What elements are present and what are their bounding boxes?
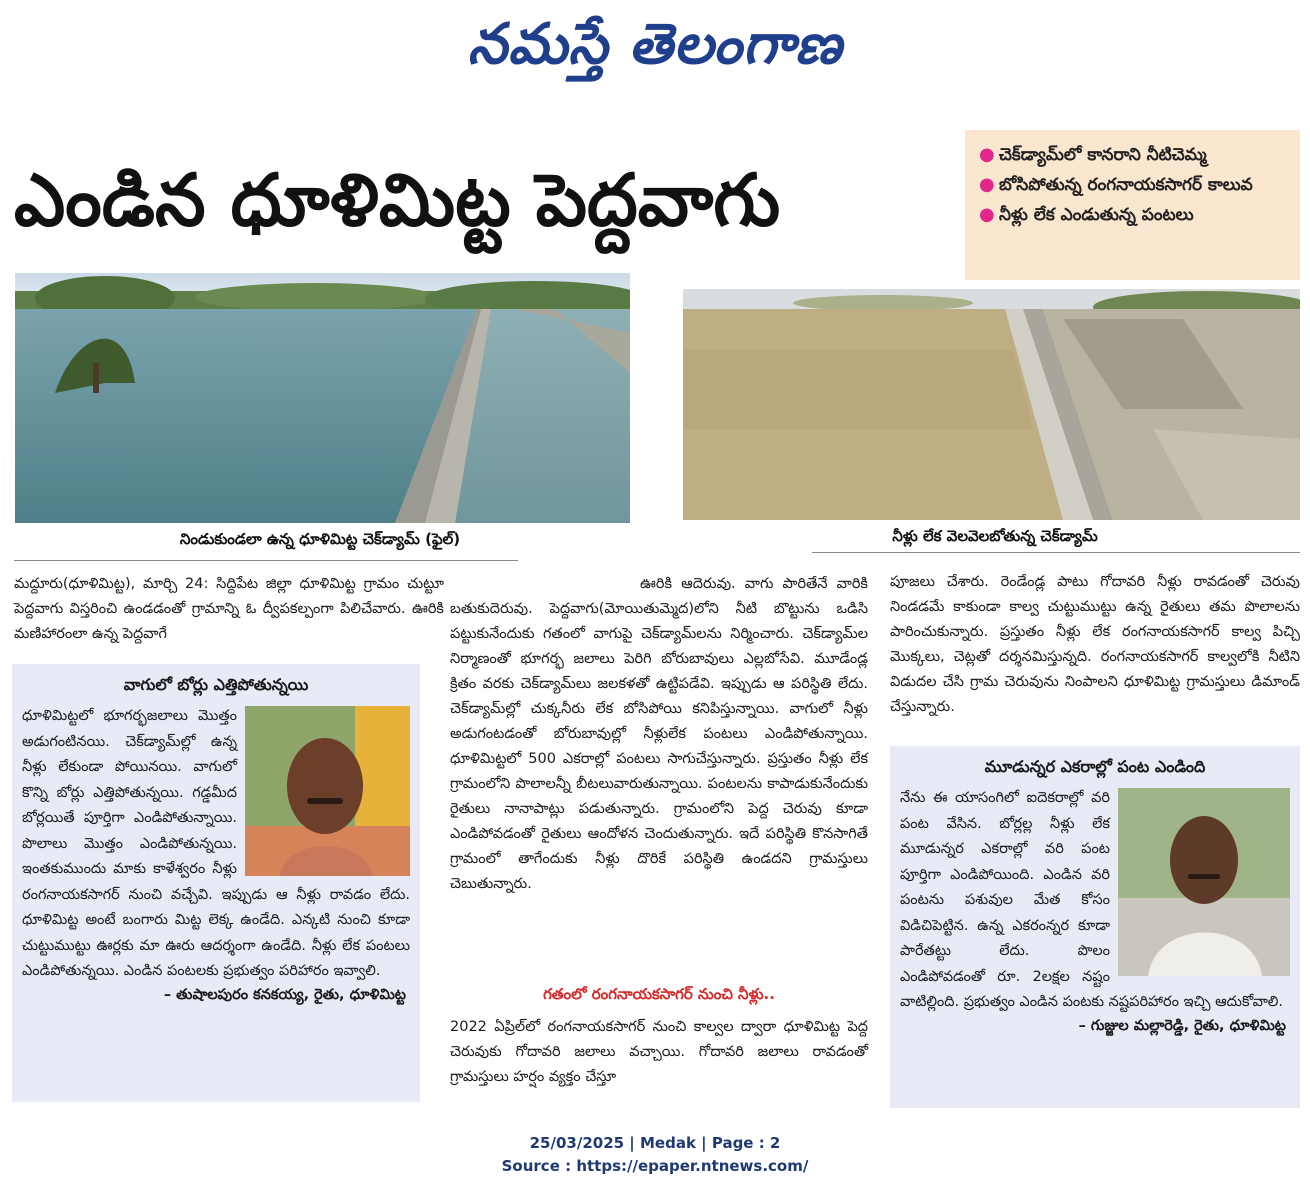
footer-date-edition: 25/03/2025 | Medak | Page : 2 bbox=[529, 1134, 781, 1152]
article-subhead: గతంలో రంగనాయకసాగర్ నుంచి నీళ్లు.. bbox=[543, 985, 775, 1003]
quote-box-right-signature: – గుజ్జుల మల్లారెడ్డి, రైతు, ధూళిమిట్ట bbox=[1078, 1017, 1286, 1034]
quote-box-left-title: వాగులో బోర్లు ఎత్తిపోతున్నయి bbox=[123, 675, 309, 694]
article-col1-intro: మద్దూరు(ధూళిమిట్ట), మార్చి 24: సిద్దిపేట జిల్లా ధూళిమిట్ట గ్రామం చుట్టూ పెద్దవాగు విస్తరించి ఉండడంతో గ్రామాన్ని ఓ ద్వీపకల్పంగా పిలిచేవారు. ఊరికి మణిహారంలా ఉన్న పెద్దవాగే bbox=[14, 576, 444, 642]
quote-box-left-body: ధూళిమిట్టలో భూగర్భజలాలు మొత్తం అడుగంటినయి. చెక్‌డ్యామ్‌ల్లో ఉన్న నీళ్లు లేకుండా పోయినయి. వాగులో కొన్ని బోర్లు ఎత్తిపోతున్నయి. గడ్డమీద బోర్లయితే పూర్తిగా ఎండిపోతున్నాయి. పొలాలు మొత్తం ఎండిపోతున్నయి. ఇంతకుముందు మాకు కాళేశ్వరం నీళ్లు రంగనాయకసాగర్ నుంచి వచ్చేవి. ఇప్పుడు ఆ నీళ్లు రావడం లేదు. ధూళిమిట్ట అంటే బంగారు మిట్ట లెక్క ఉండేది. ఎన్కటి నుంచి కూడా చుట్టుముట్టు ఊర్లకు మా ఊరు ఆదర్శంగా ఉండేది. నీళ్లు లేక పంటలు ఎండిపోతున్నయి. ఎండిన పంటలకు ప్రభుత్వం పరిహారం ఇవ్వాలి. bbox=[22, 708, 410, 979]
highlight-item: ● నీళ్లు లేక ఎండుతున్న పంటలు bbox=[979, 200, 1286, 230]
masthead-logo: నమస్తే తెలంగాణ bbox=[467, 11, 843, 77]
footer-source-link[interactable]: Source : https://epaper.ntnews.com/ bbox=[501, 1157, 809, 1175]
farmer-portrait-right bbox=[1118, 788, 1290, 976]
highlight-item: ● చెక్‌డ్యామ్‌లో కానరాని నీటిచెమ్మ bbox=[979, 140, 1286, 170]
highlights-box bbox=[965, 130, 1300, 280]
headline: ఎండిన ధూళిమిట్ట పెద్దవాగు bbox=[14, 158, 781, 242]
highlight-item: ● బోసిపోతున్న రంగనాయకసాగర్ కాలువ bbox=[979, 170, 1286, 200]
divider bbox=[14, 560, 518, 561]
article-col2-after: 2022 ఏప్రిల్‌లో రంగనాయకసాగర్ నుంచి కాల్వల ద్వారా ధూళిమిట్ట పెద్ద చెరువుకు గోదావరి జలాలు వచ్చాయి. గోదావరి జలాలు రావడంతో గ్రామస్తులు హర్షం వ్యక్తం చేస్తూ bbox=[450, 1019, 868, 1085]
photo-caption-right: నీళ్లు లేక వెలవెలబోతున్న చెక్‌డ్యామ్ bbox=[892, 527, 1098, 545]
bullet-icon: ● bbox=[979, 204, 995, 225]
article-col2: ఊరికి ఆదెరువు. వాగు పారితేనే వారికి బతుకుదెరువు. పెద్దవాగు(మోయితుమ్మెద)లోని నీటి బొట్టును ఒడిసి పట్టుకునేందుకు గతంలో వాగుపై చెక్‌డ్యామ్‌లను నిర్మించారు. చెక్‌డ్యామ్‌ల నిర్మాణంతో భూగర్భ జలాలు పెరిగి బోరుబావులు ఎల్లబోసేవి. మూడేండ్ల క్రితం వరకు చెక్‌డ్యామ్‌లు జలకళతో ఉట్టిపడేవి. ఇప్పుడు ఆ పరిస్థితి లేదు. చెక్‌డ్యామ్‌ల్లో చుక్కనీరు లేక బోసిపోయి కనిపిస్తున్నాయి. వాగులో నీళ్లు అడుగంటడంతో బోరుబావుల్లో నీళ్లులేక పంటలు ఎండిపోతున్నాయి. ధూళిమిట్టలో 500 ఎకరాల్లో పంటలు సాగుచేస్తున్నారు. ప్రస్తుతం నీళ్లు లేక గ్రామంలోని పొలాలన్నీ బీటలువారుతున్నాయి. పంటలను కాపాడుకునేందుకు రైతులు నానాపాట్లు పడుతున్నారు. గ్రామంలోని పెద్ద చెరువు కూడా ఎండిపోవడంతో రైతులు ఆందోళన చెందుతున్నారు. ఇదే పరిస్థితి కొనసాగితే గ్రామంలో తాగేందుకు నీళ్లు దొరికే పరిస్థితి ఉండదని గ్రామస్తులు చెబుతున్నారు. bbox=[450, 576, 868, 892]
quote-box-right-title: మూడున్నర ఎకరాల్లో పంట ఎండింది bbox=[984, 757, 1206, 776]
article-col3: పూజలు చేశారు. రెండేండ్ల పాటు గోదావరి నీళ్లు రావడంతో చెరువు నిండడమే కాకుండా కాల్వ చుట్టుముట్టు ఉన్న రైతులు తమ పొలాలను పారించుకున్నారు. ప్రస్తుతం నీళ్లు లేక రంగనాయకసాగర్ కాల్వ పిచ్చి మొక్కలు, చెట్లతో దర్శనమిస్తున్నది. రంగనాయకసాగర్ కాల్వలోకి నీటిని విడుదల చేసి గ్రామ చెరువును నింపాలని ధూళిమిట్ట గ్రామస్తులు డిమాండ్ చేస్తున్నారు. bbox=[890, 574, 1300, 715]
quote-box-right-body: నేను ఈ యాసంగిలో ఐదెకరాల్లో వరి పంట వేసిన. బోర్లల్ల నీళ్లు లేక మూడున్నర ఎకరాల్లో వరి పంట పూర్తిగా ఎండిపోయింది. ఎండిన వరి పంటను పశువుల మేత కోసం విడిచిపెట్టిన. ఉన్న ఎకరంన్నర కూడా పారేతట్టు లేదు. పొలం ఎండిపోవడంతో రూ. 2లక్షల నష్టం వాటిల్లింది. ప్రభుత్వం ఎండిన పంటకు నష్టపరిహారం ఇచ్చి ఆదుకోవాలి. bbox=[890, 782, 1300, 1016]
quote-box-right bbox=[890, 746, 1300, 1108]
farmer-portrait-left bbox=[245, 706, 410, 876]
quote-box-left-signature: – తుషాలపురం కనకయ్య, రైతు, ధూళిమిట్ట bbox=[163, 986, 406, 1003]
divider bbox=[812, 552, 1300, 553]
quote-box-left bbox=[12, 664, 420, 1102]
bullet-icon: ● bbox=[979, 144, 995, 165]
photo-full-checkdam bbox=[15, 273, 630, 523]
photo-dry-checkdam bbox=[683, 289, 1300, 520]
photo-caption-left: నిండుకుండలా ఉన్న ధూళిమిట్ట చెక్‌డ్యామ్ (ఫైల్) bbox=[179, 530, 461, 548]
bullet-icon: ● bbox=[979, 174, 995, 195]
